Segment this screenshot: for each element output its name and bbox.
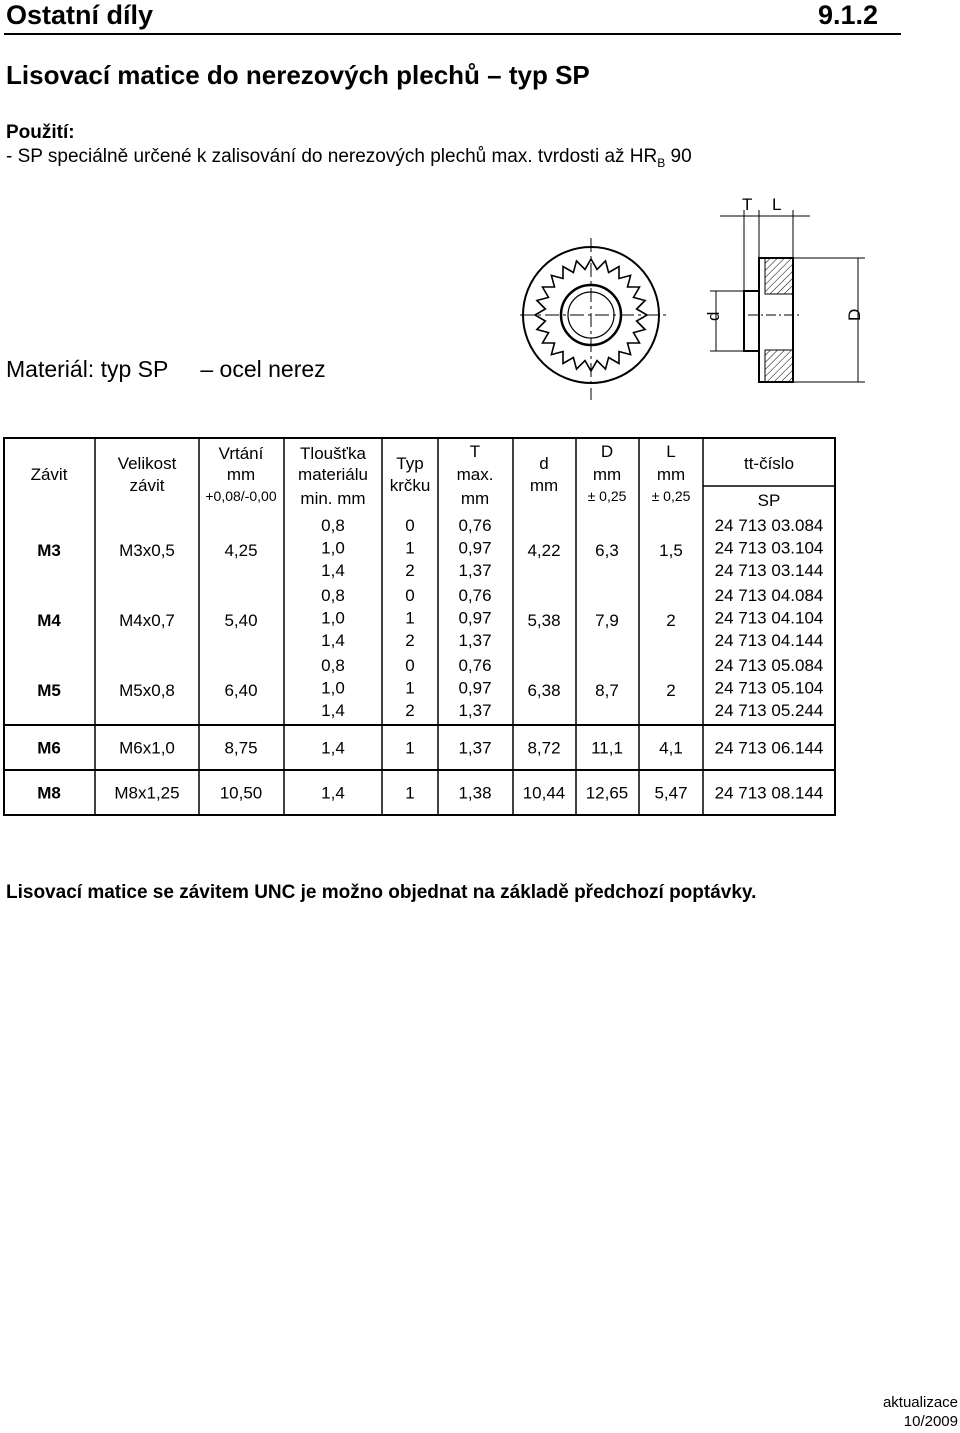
cell-l: 4,1 [659,738,683,758]
cell-cislo: 24 713 04.144 [714,631,824,650]
cell-cislo: 24 713 04.104 [714,608,824,628]
dim-label-t: T [742,195,753,214]
cell-typ: 0 [405,586,415,605]
cell-typ: 2 [405,701,415,720]
cell-typ: 1 [405,608,415,628]
cell-t: 0,76 [458,586,492,605]
cell-d: 5,38 [527,611,561,630]
cell-tloustka: 1,4 [321,631,345,650]
cell-velikost: M5x0,8 [119,681,175,700]
cell-typ: 0 [405,516,415,535]
cell-cislo: 24 713 05.104 [714,678,824,698]
cell-tloustka: 0,8 [321,516,345,535]
usage-text-main: - SP speciálně určené k zalisování do nerezových plechů max. tvrdosti až HR [6,146,658,167]
header-velikost-2: závit [129,476,165,495]
cell-l: 2 [666,681,676,700]
page-title: Ostatní díly [6,0,154,30]
cell-typ: 1 [405,783,415,803]
header-d-2: mm [529,476,559,495]
cell-tloustka: 1,0 [321,678,345,698]
cell-t: 1,37 [458,561,492,580]
usage-text [6,146,692,170]
cell-l: 2 [666,611,676,630]
header-D-2: mm [592,465,622,484]
header-d-1: d [539,454,549,473]
header-vrtani-1: Vrtání [218,444,264,463]
cell-tloustka: 1,4 [321,783,345,803]
cell-velikost: M3x0,5 [119,541,175,560]
usage-text-end: 90 [665,146,692,167]
cell-cislo: 24 713 03.084 [714,516,824,535]
usage-text-subscript: B [657,155,666,170]
cell-D: 6,3 [595,541,619,560]
cell-t: 0,76 [458,516,492,535]
header-l-2: mm [656,465,686,484]
cell-d: 10,44 [522,783,566,803]
cell-cislo: 24 713 08.144 [714,783,824,803]
cell-velikost: M6x1,0 [119,738,175,758]
cell-vrtani: 4,25 [224,541,258,560]
cell-cislo: 24 713 05.244 [714,701,824,720]
header-l-1: L [666,442,676,461]
cell-d: 6,38 [527,681,561,700]
cell-d: 8,72 [527,738,561,758]
header-tloustka-1: Tloušťka [300,444,366,463]
header-D-1: D [600,442,614,461]
header-D-3: ± 0,25 [587,488,627,504]
cell-t: 1,37 [458,631,492,650]
update-date: 10/2009 [903,1413,958,1430]
cell-t: 0,97 [458,608,492,628]
cell-cislo: 24 713 03.104 [714,538,824,558]
cell-vrtani: 6,40 [224,681,258,700]
header-typ-1: Typ [396,454,424,473]
cell-vrtani: 8,75 [224,738,258,758]
nut-drawing [520,190,900,400]
cell-zavit: M5 [37,681,61,700]
cell-t: 0,76 [458,656,492,675]
spec-table [3,437,836,817]
cell-velikost: M8x1,25 [114,783,180,803]
nut-side-view [710,210,865,382]
header-velikost-1: Velikost [117,454,177,473]
cell-t: 1,37 [458,701,492,720]
cell-cislo: 24 713 05.084 [714,656,824,675]
cell-tloustka: 1,4 [321,738,345,758]
cell-tloustka: 1,0 [321,538,345,558]
update-block [868,1393,958,1431]
header-zavit: Závit [30,465,68,484]
header-l-3: ± 0,25 [651,488,691,504]
header-t-3: mm [460,489,490,508]
header-vrtani-3: +0,08/-0,00 [205,488,277,504]
nut-front-view [520,238,670,400]
cell-zavit: M3 [37,541,61,560]
header-vrtani-2: mm [226,465,256,484]
cell-cislo: 24 713 06.144 [714,738,824,758]
header-tloustka-2: materiálu [298,465,368,484]
cell-zavit: M4 [37,611,61,630]
header-tloustka-3: min. mm [300,489,366,508]
cell-velikost: M4x0,7 [119,611,175,630]
cell-tloustka: 1,4 [321,701,345,720]
cell-t: 0,97 [458,538,492,558]
cell-D: 7,9 [595,611,619,630]
cell-vrtani: 5,40 [224,611,258,630]
cell-tloustka: 0,8 [321,586,345,605]
cell-D: 11,1 [591,738,623,758]
usage-label: Použití: [6,122,75,143]
cell-l: 1,5 [659,541,683,560]
material-label: Materiál: typ SP [6,356,169,382]
cell-t: 1,38 [458,783,492,803]
cell-d: 4,22 [527,541,561,560]
cell-tloustka: 1,0 [321,608,345,628]
cell-typ: 1 [405,538,415,558]
cell-t: 1,37 [458,738,492,758]
cell-tloustka: 1,4 [321,561,345,580]
cell-D: 12,65 [585,783,629,803]
header-sp: SP [757,491,781,510]
product-title: Lisovací matice do nerezových plechů – typ SP [6,60,590,90]
cell-tloustka: 0,8 [321,656,345,675]
cell-D: 8,7 [595,681,619,700]
header-rule [4,33,901,35]
cell-l: 5,47 [654,783,688,803]
header-typ-2: krčku [389,476,431,495]
dim-label-l: L [772,195,782,214]
cell-typ: 1 [405,738,415,758]
header-t-2: max. [456,465,494,484]
cell-typ: 2 [405,561,415,580]
footer-note: Lisovací matice se závitem UNC je možno objednat na základě předchozí poptávky. [6,882,757,903]
cell-typ: 0 [405,656,415,675]
cell-cislo: 24 713 03.144 [714,561,824,580]
cell-t: 0,97 [458,678,492,698]
cell-cislo: 24 713 04.084 [714,586,824,605]
material-value: – ocel nerez [200,356,326,382]
cell-vrtani: 10,50 [219,783,263,803]
material-line [6,356,326,383]
cell-zavit: M6 [37,738,61,758]
header-cislo: tt-číslo [743,454,795,473]
table-body [37,516,823,803]
cell-zavit: M8 [37,783,61,803]
header-t-1: T [469,442,481,461]
dim-label-d: d [704,311,723,321]
cell-typ: 1 [405,678,415,698]
dim-label-D: D [845,308,864,321]
cell-typ: 2 [405,631,415,650]
update-label: aktualizace [882,1394,958,1411]
section-number: 9.1.2 [818,0,879,30]
